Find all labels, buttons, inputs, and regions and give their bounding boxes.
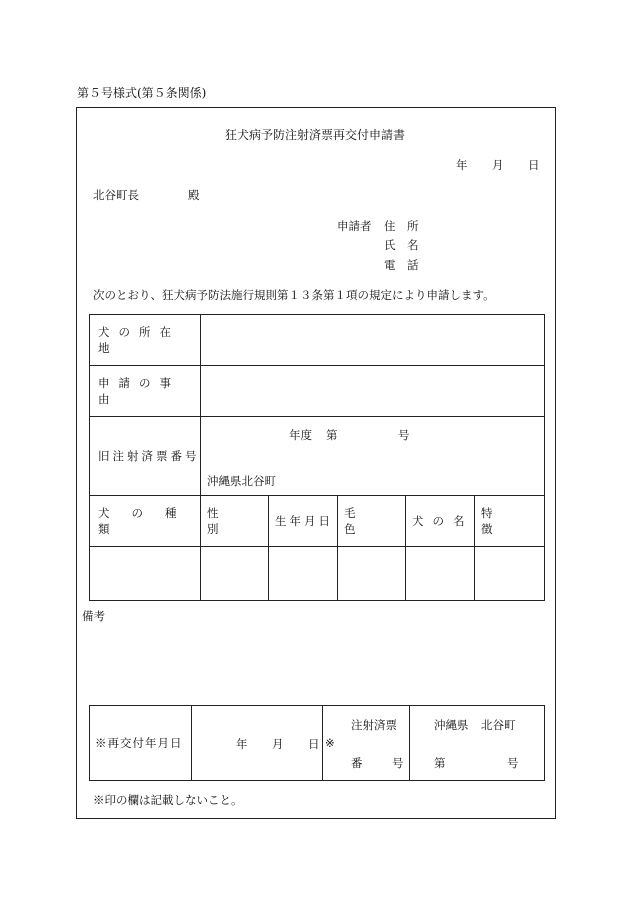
old-tag-text: 旧注射済票番号: [98, 449, 200, 463]
coat-color-field[interactable]: [338, 547, 406, 601]
prefecture-town: 沖縄県北谷町: [207, 474, 276, 488]
breed-label: [90, 496, 201, 547]
number-suffix: 号: [398, 428, 410, 442]
remarks-label: 備考: [82, 609, 105, 623]
features-field[interactable]: [475, 547, 545, 601]
reissue-date-field[interactable]: [192, 706, 323, 781]
footnote: ※印の欄は記載しないこと。: [93, 793, 243, 807]
reason-text: 申請の事由: [98, 376, 180, 406]
dog-name-label: [406, 496, 475, 547]
tag-number-label: [323, 706, 410, 781]
reissue-date-label: [90, 706, 192, 781]
reissue-month: 月: [272, 737, 284, 751]
name-label: 氏 名: [384, 238, 419, 252]
reason-field[interactable]: [201, 366, 545, 417]
old-tag-label: [90, 417, 201, 496]
tag-label-top: 注射済票: [351, 718, 397, 732]
date-month-label: 月: [492, 158, 504, 172]
dog-name-text: 犬の名: [412, 514, 474, 528]
dog-info-table: [89, 314, 545, 601]
reissue-date-text: ※再交付年月日: [95, 736, 183, 750]
dog-location-label: [90, 315, 201, 366]
features-label: [475, 496, 545, 547]
address-label: 住 所: [384, 219, 419, 233]
dog-location-field[interactable]: [201, 315, 545, 366]
addressee: 北谷町長: [93, 188, 139, 202]
office-town: 北谷町: [481, 718, 516, 732]
tag-label-bottom-2: 号: [392, 756, 404, 770]
date-day-label: 日: [528, 158, 540, 172]
mark-symbol: ※: [325, 736, 335, 750]
sex-text: 性別: [207, 506, 253, 536]
phone-label: 電 話: [384, 258, 419, 272]
old-tag-field[interactable]: [201, 417, 545, 496]
form-title: 狂犬病予防注射済票再交付申請書: [224, 128, 405, 142]
honorific: 殿: [188, 188, 200, 202]
reissue-year: 年: [236, 737, 248, 751]
birth-date-text: 生年月日: [275, 514, 333, 528]
statement: 次のとおり、狂犬病予防法施行規則第１３条第１項の規定により申請します。: [93, 288, 495, 302]
dog-location-text: 犬の所在地: [98, 325, 180, 355]
features-text: 特徴: [481, 506, 527, 536]
date-year-label: 年: [456, 158, 468, 172]
reissue-day: 日: [308, 737, 320, 751]
breed-field[interactable]: [90, 547, 201, 601]
breed-text: 犬の種類: [98, 506, 199, 536]
fiscal-year-label: 年度: [289, 428, 312, 442]
applicant-label: 申請者: [337, 219, 372, 233]
sex-field[interactable]: [201, 547, 269, 601]
coat-color-label: [338, 496, 406, 547]
coat-color-text: 毛色: [344, 506, 390, 536]
office-no-prefix: 第: [434, 756, 446, 770]
tag-number-field[interactable]: [410, 706, 545, 781]
birth-date-field[interactable]: [269, 547, 338, 601]
reason-label: [90, 366, 201, 417]
form-number: 第５号様式(第５条関係): [77, 86, 207, 100]
sex-label: [201, 496, 269, 547]
number-prefix: 第: [326, 428, 338, 442]
office-prefecture: 沖縄県: [434, 718, 469, 732]
tag-label-bottom-1: 番: [351, 756, 363, 770]
birth-date-label: [269, 496, 338, 547]
office-no-suffix: 号: [507, 756, 519, 770]
dog-name-field[interactable]: [406, 547, 475, 601]
office-use-table: [89, 705, 545, 781]
